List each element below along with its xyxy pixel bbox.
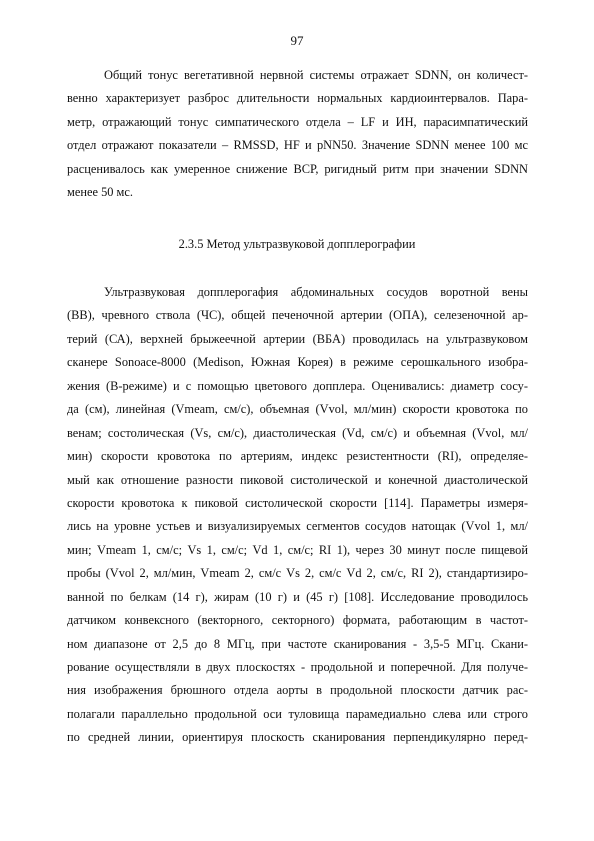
text-line: отдел отражают показатели – RMSSD, HF и pNN50. Значение SDNN менее 100 мс: [67, 138, 528, 153]
text-line: мин; Vmeam 1, см/с; Vs 1, см/с; Vd 1, см/с; RI 1), через 30 минут после пищевой: [67, 542, 528, 557]
text-line: менее 50 мс.: [67, 185, 133, 200]
text-line: Общий тонус вегетативной нервной системы отражает SDNN, он количест-: [104, 68, 528, 82]
text-line: мин) скорости кровотока по артериям, индекс резистентности (RI), определяе-: [67, 449, 528, 464]
text-line: жения (В-режиме) и с помощью цветового допплера. Оценивались: диаметр сосу-: [67, 378, 528, 393]
text-line: лись на уровне устьев и визуализируемых сегментов сосудов натощак (Vvol 1, мл/: [67, 519, 528, 534]
text-line: расценивалось как умеренное снижение ВСР, ригидный ритм при значении SDNN: [67, 161, 528, 176]
text-line: (ВВ), чревного ствола (ЧС), общей печеночной артерии (ОПА), селезеночной ар-: [67, 308, 528, 323]
text-line: сканере Sonoace-8000 (Medison, Южная Корея) в режиме серошкального изобра-: [67, 355, 528, 370]
text-line: ванной по белкам (14 г), жирам (10 г) и (45 г) [108]. Исследование проводилось: [67, 589, 528, 604]
text-line: венам; состолическая (Vs, см/с), диастолическая (Vd, см/с) и объемная (Vvol, мл/: [67, 425, 528, 440]
text-line: полагали параллельно продольной оси туловища парамедиально слева или строго: [67, 706, 528, 721]
section-heading: 2.3.5 Метод ультразвуковой допплерографии: [178, 237, 416, 251]
text-line: ния изображения брюшного отдела аорты в продольной плоскости датчик рас-: [67, 683, 528, 698]
text-line: венно характеризует разброс длительности нормальных кардиоинтервалов. Пара-: [67, 91, 528, 106]
text-line: мый как отношение разности пиковой систолической и конечной диастолической: [67, 472, 528, 487]
text-line: рование осуществляли в двух плоскостях - продольной и поперечной. Для получе-: [67, 660, 528, 674]
text-line: скорости кровотока к пиковой систолической скорости [114]. Параметры измеря-: [67, 495, 528, 510]
text-line: датчиком конвексного (векторного, секторного) формата, работающим в частот-: [67, 613, 528, 628]
text-line: Ультразвуковая допплерогафия абдоминальных сосудов воротной вены: [104, 285, 528, 299]
text-line: метр, отражающий тонус симпатического отдела – LF и ИН, парасимпатический: [67, 114, 528, 129]
text-line: пробы (Vvol 2, мл/мин, Vmeam 2, см/с Vs 2, см/с Vd 2, см/с, RI 2), стандартизиро-: [67, 566, 528, 581]
text-line: терий (СА), верхней брыжеечной артерии (ВБА) проводилась на ультразвуковом: [67, 331, 528, 346]
paragraph-vegetative-tone: [67, 64, 528, 205]
text-line: по средней линии, ориентируя плоскость сканирования перпендикулярно перед-: [67, 730, 528, 745]
text-line: ном диапазоне от 2,5 до 8 МГц, при частоте сканирования - 3,5-5 МГц. Скани-: [67, 636, 528, 651]
paragraph-doppler-method: [67, 281, 528, 750]
text-line: да (см), линейная (Vmeam, см/с), объемная (Vvol, мл/мин) скорости кровотока по: [67, 402, 528, 417]
page-number: 97: [290, 33, 304, 48]
